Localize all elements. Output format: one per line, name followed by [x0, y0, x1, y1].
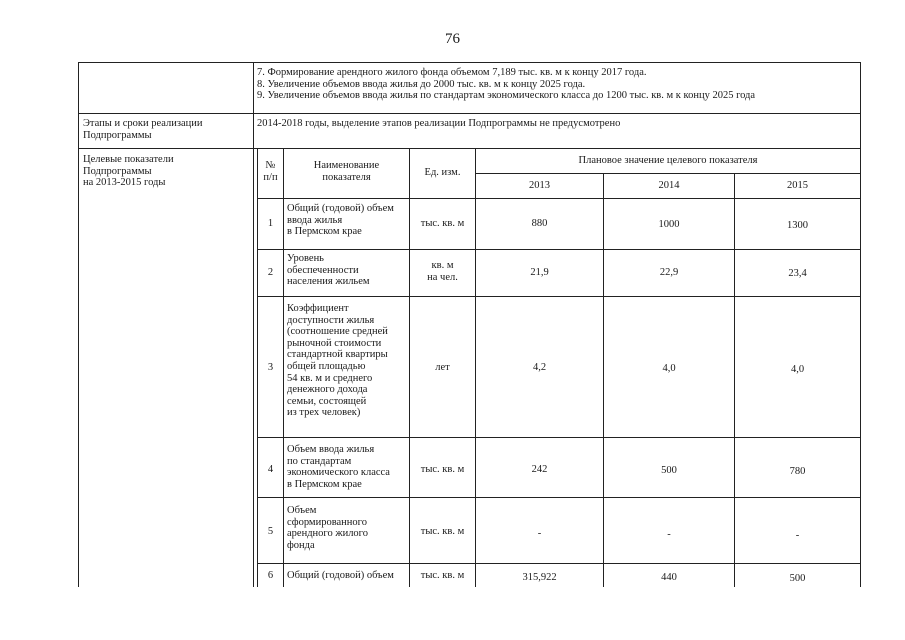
- col-divider-2013: [603, 173, 604, 587]
- rule-after-intro: [79, 113, 860, 114]
- header-name: Наименование показателя: [313, 160, 380, 183]
- header-year-2014: 2014: [658, 180, 680, 191]
- row-6-name: Общий (годовой) объем: [287, 570, 394, 581]
- row-5-val-2013: -: [537, 528, 542, 539]
- row-5-val-2014: -: [667, 529, 671, 540]
- row-4-unit: тыс. кв. м: [420, 464, 465, 475]
- col-divider-num: [283, 148, 284, 587]
- row-3-val-2013: 4,2: [532, 362, 547, 373]
- stages-label: Этапы и сроки реализации Подпрограммы: [83, 118, 203, 141]
- row-2-unit: кв. м на чел.: [427, 260, 458, 283]
- row-1-val-2014: 1000: [658, 219, 680, 230]
- intro-line: 8. Увеличение объемов ввода жилья до 2000 тыс. кв. м к концу 2025 года.: [257, 78, 586, 90]
- header-plan: Плановое значение целевого показателя: [578, 155, 758, 166]
- intro-line: 9. Увеличение объемов ввода жилья по стандартам экономического класса до 1200 тыс. кв. м к концу 2025 года: [257, 90, 756, 102]
- row-3-num: 3: [267, 362, 274, 373]
- header-num: № п/п: [263, 160, 278, 183]
- row-1-num: 1: [267, 218, 274, 229]
- rule-row4: [257, 497, 860, 498]
- header-unit: Ед. изм.: [424, 167, 461, 178]
- row-4-val-2014: 500: [661, 465, 677, 476]
- row-4-num: 4: [267, 464, 274, 475]
- row-2-val-2015: 23,4: [788, 268, 807, 279]
- row-6-val-2015: 500: [789, 573, 806, 584]
- row-4-name: Объем ввода жилья по стандартам экономического класса в Пермском крае: [287, 444, 390, 490]
- rule-plan-header: [475, 173, 860, 174]
- row-6-val-2014: 440: [661, 572, 677, 583]
- row-5-name: Объем сформированного арендного жилого фонда: [287, 505, 368, 551]
- row-5-unit: тыс. кв. м: [420, 526, 465, 537]
- header-year-2013: 2013: [529, 180, 550, 191]
- row-2-val-2014: 22,9: [659, 267, 679, 278]
- passport-table: [78, 62, 861, 587]
- row-6-unit: тыс. кв. м: [420, 570, 465, 581]
- row-6-num: 6: [267, 570, 274, 581]
- row-4-val-2013: 242: [531, 464, 548, 475]
- row-2-val-2013: 21,9: [530, 267, 549, 278]
- rule-row1: [257, 249, 860, 250]
- row-3-name: Коэффициент доступности жилья (соотношение средней рыночной стоимости стандартной квартиры общей площадью 54 кв. м и среднего денежного дохода семьи, состоящей из трех человек): [287, 303, 388, 419]
- targets-label: Целевые показатели Подпрограммы на 2013-2015 годы: [83, 154, 174, 189]
- rule-row2: [257, 296, 860, 297]
- row-2-name: Уровень обеспеченности населения жильем: [287, 253, 370, 288]
- row-6-val-2013: 315,922: [522, 572, 557, 583]
- row-1-unit: тыс. кв. м: [420, 218, 465, 229]
- header-year-2015: 2015: [787, 180, 808, 191]
- rule-header-bottom: [257, 198, 860, 199]
- col-divider-main: [253, 63, 254, 587]
- row-5-val-2015: -: [795, 530, 800, 541]
- row-1-val-2013: 880: [531, 218, 548, 229]
- rule-row3: [257, 437, 860, 438]
- col-divider-2014: [734, 173, 735, 587]
- row-2-num: 2: [267, 267, 274, 278]
- row-5-num: 5: [267, 526, 274, 537]
- stages-value: 2014-2018 годы, выделение этапов реализации Подпрограммы не предусмотрено: [257, 118, 621, 129]
- intro-text: [257, 67, 755, 102]
- rule-after-stages: [79, 148, 860, 149]
- intro-line: 7. Формирование арендного жилого фонда объемом 7,189 тыс. кв. м к концу 2017 года.: [257, 67, 647, 78]
- rule-row5: [257, 563, 860, 564]
- row-1-val-2015: 1300: [787, 220, 808, 231]
- row-3-val-2015: 4,0: [790, 364, 805, 375]
- row-3-val-2014: 4,0: [662, 363, 676, 374]
- row-1-name: Общий (годовой) объем ввода жилья в Пермском крае: [287, 203, 394, 238]
- page-number: 76: [445, 31, 460, 47]
- row-3-unit: лет: [435, 362, 450, 373]
- row-4-val-2015: 780: [789, 466, 806, 477]
